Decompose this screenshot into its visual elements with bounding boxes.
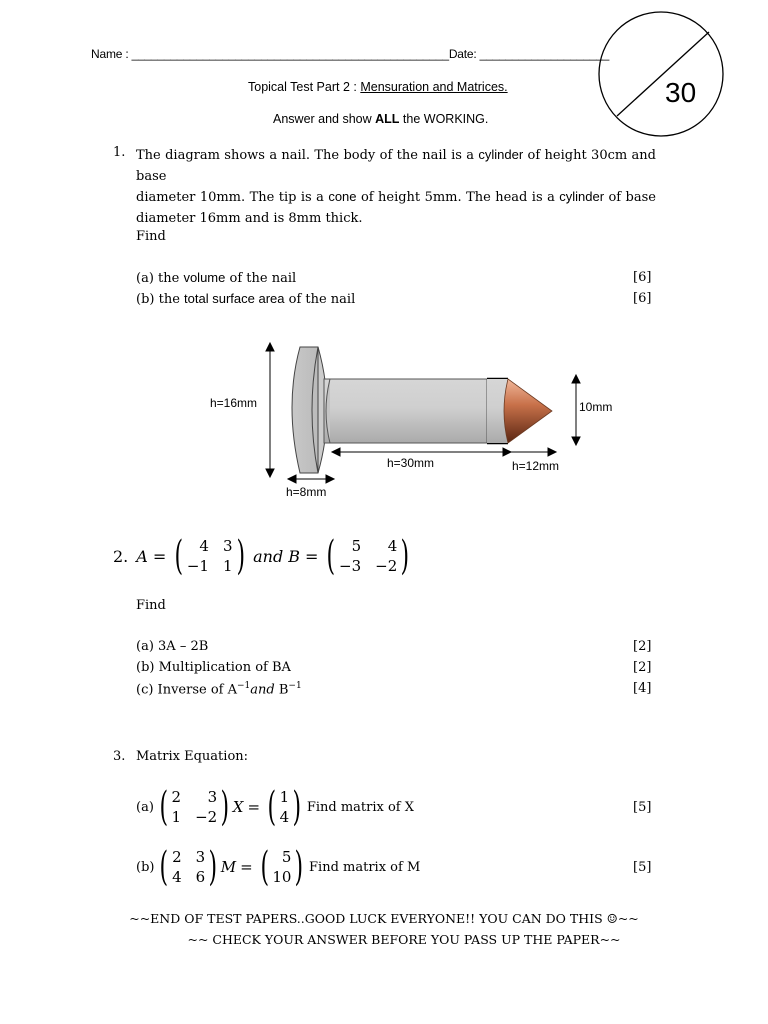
label-head-height: h=16mm xyxy=(210,396,258,410)
q1-a-marks: [6] xyxy=(633,270,652,285)
q3-a-equation: (a) ( 2 3 1 −2 ) X = ( 1 4 ) Find matrix of X xyxy=(136,784,414,830)
q3-b-equation: (b) ( 2 3 4 6 ) M = ( 5 10 ) Find matrix of M xyxy=(136,844,421,890)
q1-text: The diagram shows a nail. The body of the nail is a cylinder of height 30cm and base diameter 10mm. The tip is a cone of height 5mm. The head is a cylinder of base diameter 16mm and is 8mm thick. xyxy=(136,147,656,226)
instr-text-end: the WORKING. xyxy=(399,112,489,126)
instructions xyxy=(273,112,488,126)
title-topic: Mensuration and Matrices. xyxy=(360,80,508,94)
instr-all: ALL xyxy=(375,112,400,126)
q2-a-marks: [2] xyxy=(633,639,652,654)
footer-line-2: ~~ CHECK YOUR ANSWER BEFORE YOU PASS UP THE PAPER~~ xyxy=(187,932,621,947)
name-date-line: Name : _________________________________________________Date: ____________________ xyxy=(91,47,610,61)
and-word: and xyxy=(253,546,284,566)
matrix-B-name: B xyxy=(288,546,300,566)
q2-c-marks: [4] xyxy=(633,681,652,696)
q1-part-a: (a) the volume of the nail xyxy=(136,270,297,286)
score-value: 30 xyxy=(665,77,697,108)
q2-matrices: 2. A = ( 4 3 −1 1 ) and B = ( 5 4 −3 −2 ) xyxy=(113,533,410,579)
q1-number: 1. xyxy=(113,145,126,160)
instr-text: Answer and show xyxy=(273,112,376,126)
q2-find: Find xyxy=(136,598,166,613)
label-head-thickness: h=8mm xyxy=(286,485,327,499)
q2-part-a: (a) 3A – 2B xyxy=(136,639,209,654)
matrix-B: 5 4 −3 −2 xyxy=(339,537,398,575)
matrix-A-name: A xyxy=(136,546,148,566)
nail-diagram xyxy=(200,335,640,505)
equals-sign: = xyxy=(152,546,167,566)
q2-part-b: (b) Multiplication of BA xyxy=(136,660,291,675)
q1-b-marks: [6] xyxy=(633,291,652,306)
q3-a-marks: [5] xyxy=(633,800,652,815)
label-tip-diameter: 10mm xyxy=(579,400,613,414)
equals-sign: = xyxy=(304,546,319,566)
q3-number: 3. xyxy=(113,749,126,764)
matrix-A: 4 3 −1 1 xyxy=(186,537,233,575)
test-title xyxy=(248,80,508,94)
q2-b-marks: [2] xyxy=(633,660,652,675)
label-body-length: h=30mm xyxy=(387,456,435,470)
q2-number: 2. xyxy=(113,546,129,566)
footer-line-1: ~~END OF TEST PAPERS..GOOD LUCK EVERYONE!! YOU CAN DO THIS ☺~~ xyxy=(129,911,639,926)
q1-find: Find xyxy=(136,229,166,244)
score-circle xyxy=(595,10,729,138)
title-prefix: Topical Test Part 2 : xyxy=(248,80,361,94)
q1-part-b: (b) the total surface area of the nail xyxy=(136,291,356,307)
q2-part-c: (c) Inverse of $A^{-1}and$ $B^{-1}$ xyxy=(136,681,302,698)
q3-title: Matrix Equation: xyxy=(136,749,249,764)
q3-b-marks: [5] xyxy=(633,860,652,875)
label-tip-length: h=12mm xyxy=(512,459,560,473)
